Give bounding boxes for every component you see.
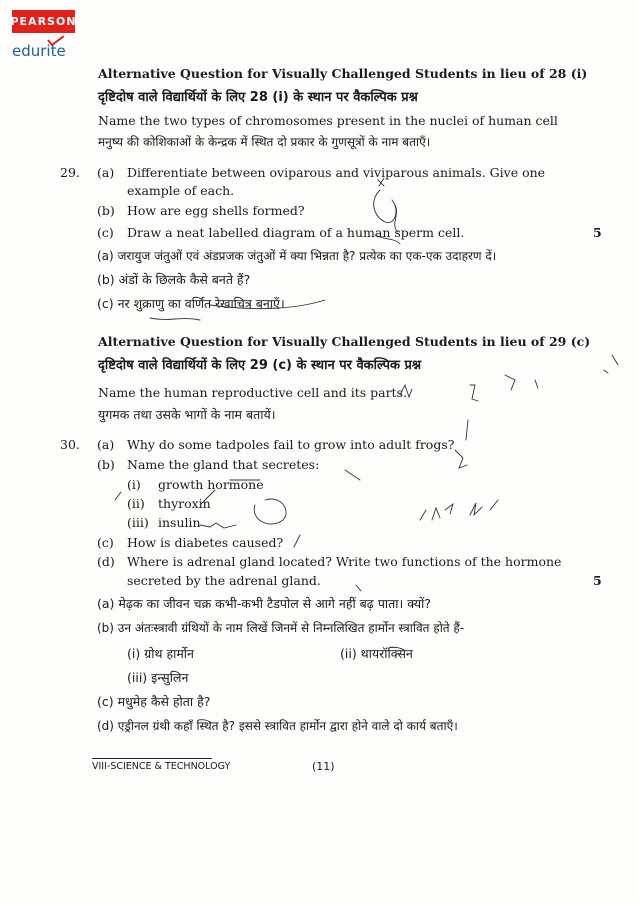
q30-marks: 5: [593, 573, 602, 588]
q29-a-text-2: example of each.: [127, 183, 235, 198]
q30-a-label: (a): [97, 437, 115, 452]
footer-page-number: (11): [312, 760, 335, 773]
footer-subject: VIII-SCIENCE & TECHNOLOGY: [92, 761, 231, 772]
q30-i-label: (i): [127, 477, 141, 492]
q30-d-label: (d): [97, 554, 115, 569]
alt29-heading: Alternative Question for Visually Challenged Students in lieu of 29 (c): [98, 334, 591, 349]
q30-d-hindi: (d) एड्रीनल ग्रंथी कहाँ स्थित है? इससे स्त्रावित हार्मोन द्वारा होने वाले दो कार्य बताएँ।: [97, 719, 458, 733]
q29-a-label: (a): [97, 165, 115, 180]
q30-ii-text: thyroxin: [158, 496, 211, 511]
q30-iii-text: insulin: [158, 515, 201, 530]
q29-c-text: Draw a neat labelled diagram of a human sperm cell.: [127, 225, 465, 240]
q30-d-text-2: secreted by the adrenal gland.: [127, 573, 321, 588]
alt28-question: Name the two types of chromosomes present in the nuclei of human cell: [98, 113, 558, 128]
q29-b-label: (b): [97, 203, 115, 218]
alt28-question-hindi: मनुष्य की कोशिकाओं के केन्द्रक में स्थित दो प्रकार के गुणसूत्रों के नाम बताएँ।: [98, 135, 431, 149]
q30-number: 30.: [60, 437, 80, 452]
pearson-logo: PEARSON: [12, 10, 75, 33]
q30-b-label: (b): [97, 457, 115, 472]
q30-c-text: How is diabetes caused?: [127, 535, 284, 550]
alt29-question-hindi: युगमक तथा उसके भागों के नाम बतायें।: [98, 407, 276, 422]
q30-a-text: Why do some tadpoles fail to grow into adult frogs?: [127, 437, 455, 452]
q30-b-hindi: (b) उन अंतःस्त्रावी ग्रंथियों के नाम लिखें जिनमें से निम्नलिखित हार्मोन स्त्रावित होते हैं-: [97, 621, 465, 635]
q29-a-text: Differentiate between oviparous and viviparous animals. Give one: [127, 165, 546, 180]
q30-i-hindi: (i) ग्रोथ हार्मोन: [127, 646, 194, 661]
q29-c-label: (c): [97, 225, 114, 240]
alt29-question: Name the human reproductive cell and its parts.: [98, 385, 407, 400]
q30-c-label: (c): [97, 535, 114, 550]
q29-b-hindi: (b) अंडों के छिलके कैसे बनते हैं?: [97, 272, 251, 287]
q30-ii-hindi: (ii) थायरॉक्सिन: [340, 646, 413, 661]
edurite-logo-text: edurite: [12, 42, 66, 60]
q29-a-hindi: (a) जरायुज जंतुओं एवं अंडप्रजक जंतुओं में क्या भिन्नता है? प्रत्येक का एक-एक उदाहरण दें।: [97, 249, 497, 263]
q30-b-text: Name the gland that secretes:: [127, 457, 320, 472]
q30-iii-hindi: (iii) इन्सुलिन: [127, 670, 189, 685]
q30-ii-label: (ii): [127, 496, 145, 511]
q29-c-hindi: (c) नर शुक्राणु का वर्णित रेखाचित्र बनाएँ।: [97, 296, 285, 311]
footer-rule: [92, 758, 212, 759]
alt28-heading-hindi: दृष्टिदोष वाले विद्यार्थियों के लिए 28 (i) के स्थान पर वैकल्पिक प्रश्न: [98, 90, 418, 105]
q29-number: 29.: [60, 165, 80, 180]
edurite-logo: [12, 36, 82, 60]
alt29-heading-hindi: दृष्टिदोष वाले विद्यार्थियों के लिए 29 (c) के स्थान पर वैकल्पिक प्रश्न: [98, 358, 422, 373]
q30-c-hindi: (c) मधुमेह कैसे होता है?: [97, 694, 211, 709]
q30-iii-label: (iii): [127, 515, 149, 530]
q30-i-text: growth hormone: [158, 477, 264, 492]
q30-a-hindi: (a) मेढ़क का जीवन चक्र कभी-कभी टैडपोल से आगे नहीं बढ़ पाता। क्यों?: [97, 596, 432, 611]
q29-b-text: How are egg shells formed?: [127, 203, 305, 218]
q29-marks: 5: [593, 225, 602, 240]
q30-d-text: Where is adrenal gland located? Write two functions of the hormone: [127, 554, 562, 569]
alt28-heading: Alternative Question for Visually Challenged Students in lieu of 28 (i): [98, 66, 588, 81]
